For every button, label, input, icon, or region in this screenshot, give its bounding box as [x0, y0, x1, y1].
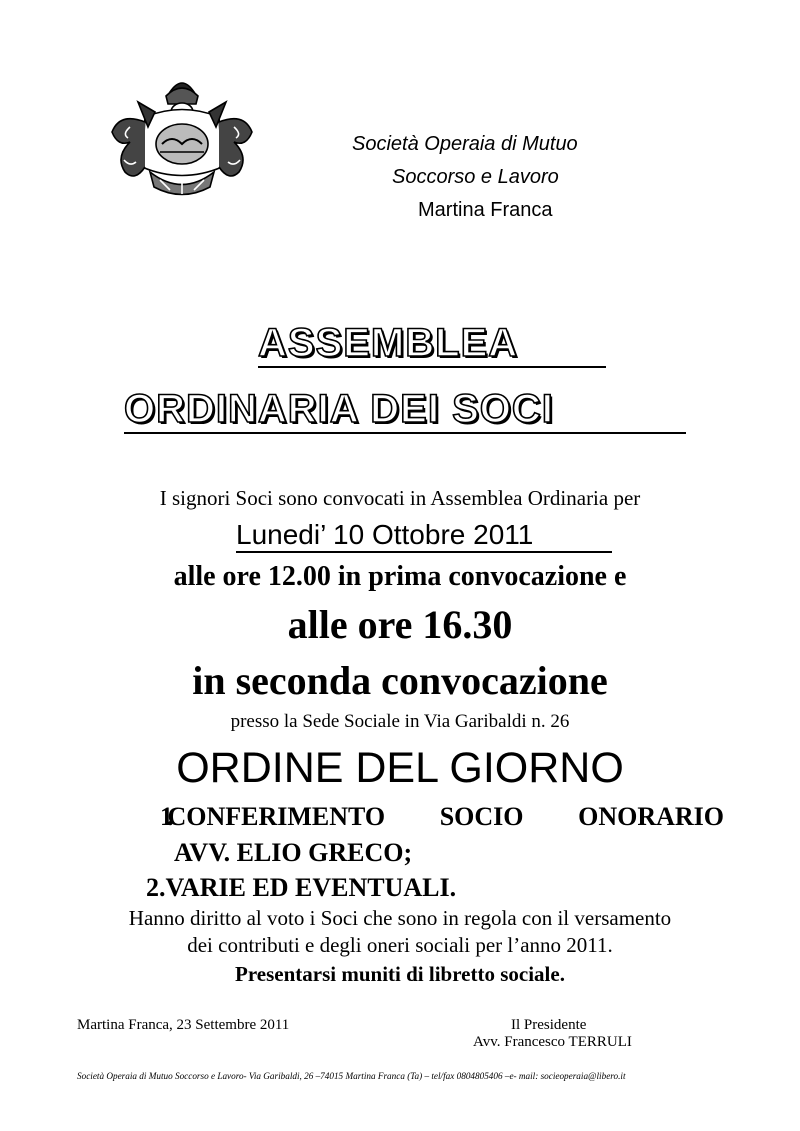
place-and-date: Martina Franca, 23 Settembre 2011: [77, 1017, 290, 1033]
second-call-time: alle ore 16.30: [287, 602, 513, 647]
president-name: Avv. Francesco TERRULI: [473, 1034, 632, 1050]
title-line2-underline: [124, 432, 686, 434]
org-name-line1: Società Operaia di Mutuo: [352, 133, 578, 155]
first-call-text: alle ore 12.00 in prima convocazione e: [173, 561, 627, 592]
agenda-item-1: [160, 802, 724, 832]
agenda-item-1-word-1: CONFERIMENTO: [167, 802, 386, 831]
booklet-note: Presentarsi muniti di libretto sociale.: [235, 962, 565, 986]
title-line1: ASSEMBLEA: [258, 321, 519, 365]
intro-text: I signori Soci sono convocati in Assemblea Ordinaria per: [159, 486, 641, 510]
meeting-date: Lunedi’ 10 Ottobre 2011: [236, 519, 534, 550]
location-text: presso la Sede Sociale in Via Garibaldi n. 26: [230, 711, 570, 732]
title-line2: ORDINARIA DEI SOCI: [124, 387, 554, 431]
voting-note-line1: Hanno diritto al voto i Soci che sono in regola con il versamento: [128, 906, 672, 930]
agenda-item-1-lead: [160, 802, 385, 832]
agenda-item-1-number: 1.: [160, 802, 168, 831]
agenda-item-1-word-2: SOCIO: [439, 802, 524, 831]
voting-note-line2: dei contributi e degli oneri sociali per l’anno 2011.: [187, 933, 613, 957]
title-line1-underline: [258, 366, 606, 368]
society-emblem-icon: [100, 72, 265, 202]
agenda-heading: ORDINE DEL GIORNO: [176, 744, 624, 792]
agenda-item-1-line2: AVV. ELIO GRECO;: [174, 838, 413, 867]
footer-contact: Società Operaia di Mutuo Soccorso e Lavoro- Via Garibaldi, 26 –74015 Martina Franca (Ta) – tel/fax 0804805406 –e- mail: socieoperaia@libero.it: [77, 1071, 626, 1081]
agenda-item-1-word-3: ONORARIO: [578, 802, 724, 831]
org-city: Martina Franca: [418, 199, 553, 221]
org-name-line2: Soccorso e Lavoro: [392, 166, 559, 188]
agenda-item-2: 2.VARIE ED EVENTUALI.: [146, 873, 457, 902]
meeting-date-underline: [236, 551, 612, 553]
second-call-text: in seconda convocazione: [192, 658, 608, 703]
president-role: Il Presidente: [511, 1017, 587, 1033]
